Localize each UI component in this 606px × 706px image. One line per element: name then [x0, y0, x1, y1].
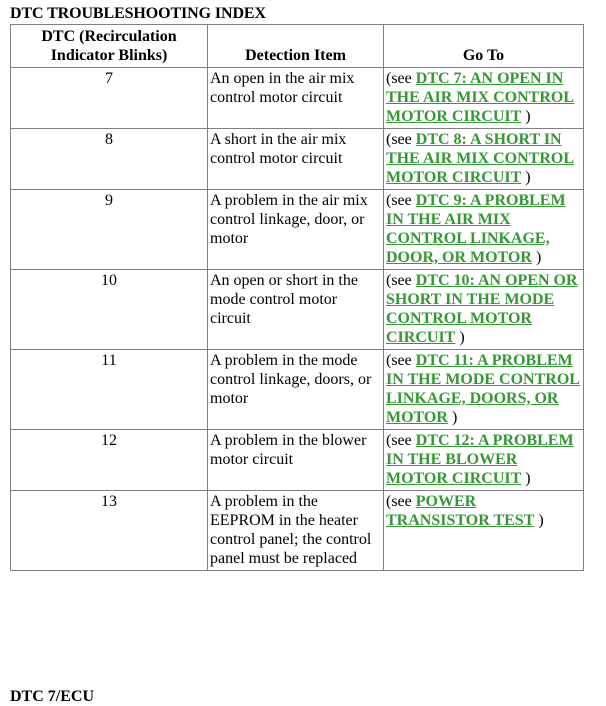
see-suffix: )	[447, 409, 458, 426]
detection-item: An open or short in the mode control motor circuit	[208, 270, 384, 350]
next-section-heading: DTC 7/ECU	[10, 688, 95, 705]
go-to-link[interactable]: DTC 11: A PROBLEM IN THE MODE CONTROL LINKAGE, DOORS, OR MOTOR	[386, 352, 580, 426]
see-prefix: (see	[386, 131, 416, 148]
table-header-row	[11, 25, 584, 68]
go-to-cell	[384, 68, 584, 129]
detection-item: A problem in the blower motor circuit	[208, 430, 384, 491]
see-prefix: (see	[386, 272, 416, 289]
go-to-cell	[384, 491, 584, 571]
header-detection-item: Detection Item	[208, 25, 384, 68]
go-to-cell	[384, 350, 584, 430]
table-row	[11, 270, 584, 350]
see-prefix: (see	[386, 352, 416, 369]
dtc-code: 9	[11, 190, 208, 270]
detection-item: A problem in the mode control linkage, doors, or motor	[208, 350, 384, 430]
table-row	[11, 350, 584, 430]
dtc-code: 11	[11, 350, 208, 430]
dtc-code: 8	[11, 129, 208, 190]
go-to-cell	[384, 129, 584, 190]
go-to-link[interactable]: DTC 12: A PROBLEM IN THE BLOWER MOTOR CIRCUIT	[386, 432, 574, 487]
go-to-link[interactable]: DTC 9: A PROBLEM IN THE AIR MIX CONTROL LINKAGE, DOOR, OR MOTOR	[386, 192, 566, 266]
detection-item: A problem in the air mix control linkage, door, or motor	[208, 190, 384, 270]
go-to-cell	[384, 430, 584, 491]
see-suffix: )	[531, 249, 542, 266]
table-row	[11, 491, 584, 571]
dtc-index-table	[10, 24, 584, 571]
see-suffix: )	[534, 512, 544, 529]
go-to-link[interactable]: DTC 8: A SHORT IN THE AIR MIX CONTROL MOTOR CIRCUIT	[386, 131, 575, 186]
detection-item: A short in the air mix control motor circuit	[208, 129, 384, 190]
go-to-cell	[384, 270, 584, 350]
header-dtc-line2: Indicator Blinks)	[50, 47, 168, 64]
header-dtc	[11, 25, 208, 68]
dtc-code: 13	[11, 491, 208, 571]
see-suffix: )	[455, 329, 465, 346]
table-row	[11, 68, 584, 129]
dtc-code: 7	[11, 68, 208, 129]
page-title: DTC TROUBLESHOOTING INDEX	[10, 5, 266, 22]
detection-item: A problem in the EEPROM in the heater control panel; the control panel must be replaced	[208, 491, 384, 571]
table-row	[11, 430, 584, 491]
header-go-to: Go To	[384, 25, 584, 68]
go-to-cell	[384, 190, 584, 270]
see-prefix: (see	[386, 493, 416, 510]
dtc-code: 10	[11, 270, 208, 350]
header-dtc-line1: DTC (Recirculation	[41, 28, 177, 45]
see-prefix: (see	[386, 432, 416, 449]
see-prefix: (see	[386, 70, 416, 87]
go-to-link[interactable]: POWER TRANSISTOR TEST	[386, 493, 535, 529]
table-row	[11, 190, 584, 270]
go-to-link[interactable]: DTC 7: AN OPEN IN THE AIR MIX CONTROL MOTOR CIRCUIT	[386, 70, 575, 125]
go-to-link[interactable]: DTC 10: AN OPEN OR SHORT IN THE MODE CONTROL MOTOR CIRCUIT	[386, 272, 578, 346]
detection-item: An open in the air mix control motor circuit	[208, 68, 384, 129]
see-suffix: )	[521, 470, 531, 487]
see-suffix: )	[521, 108, 531, 125]
dtc-code: 12	[11, 430, 208, 491]
see-prefix: (see	[386, 192, 416, 209]
see-suffix: )	[521, 169, 531, 186]
table-row	[11, 129, 584, 190]
